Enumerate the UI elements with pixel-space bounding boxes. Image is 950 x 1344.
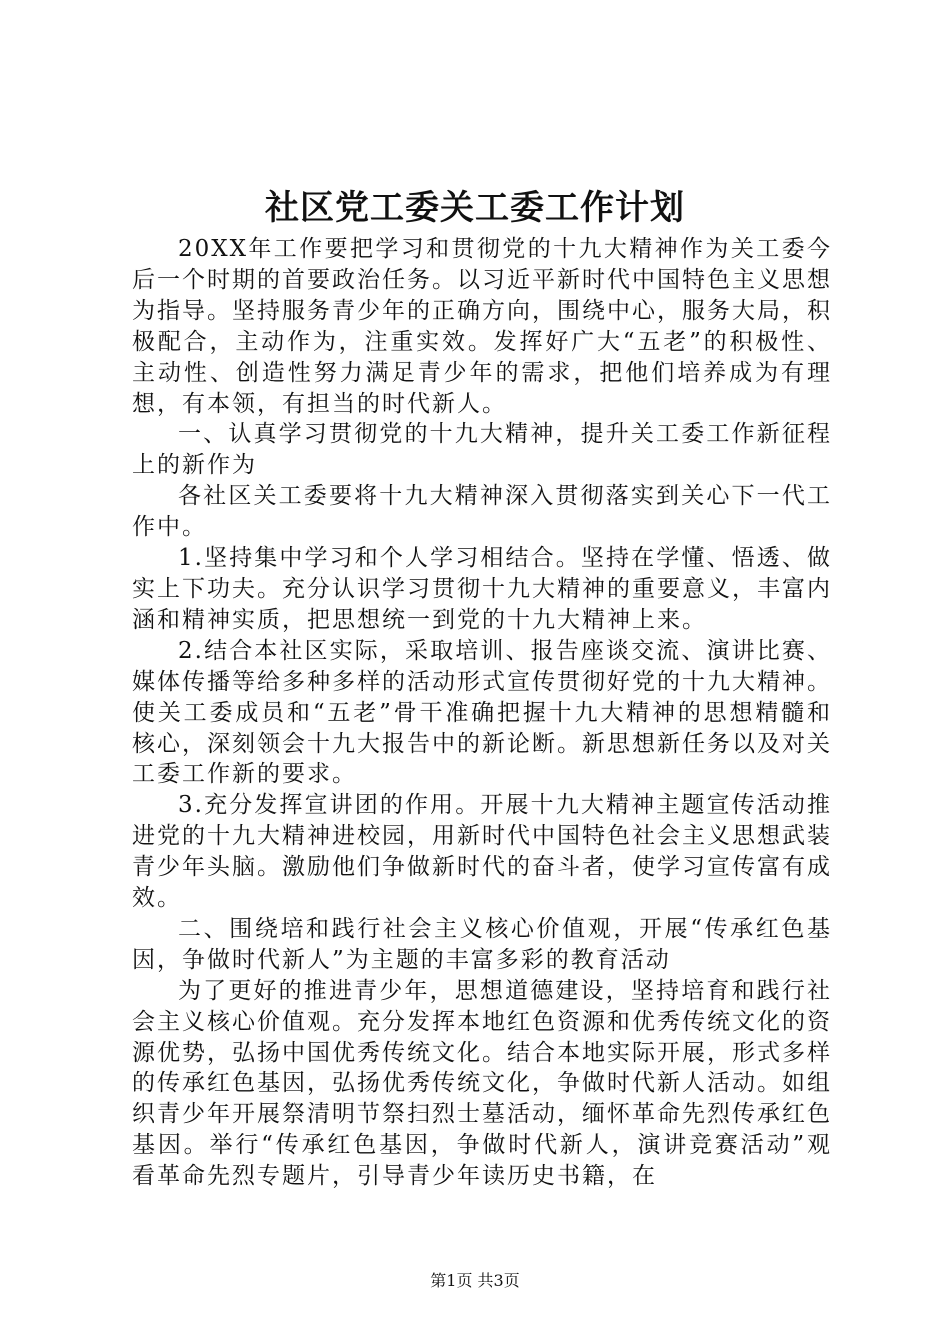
- paragraph: 各社区关工委要将十九大精神深入贯彻落实到关心下一代工作中。: [132, 483, 832, 541]
- paragraph: 20XX年工作要把学习和贯彻党的十九大精神作为关工委今后一个时期的首要政治任务。以习近平新时代中国特色主义思想为指导。坚持服务青少年的正确方向，围绕中心，服务大局，积极配合，主动作为，注重实效。发挥好广大“五老”的积极性、主动性、创造性努力满足青少年的需求，把他们培养成为有理想，有本领，有担当的时代新人。: [132, 236, 832, 417]
- document-title: 社区党工委关工委工作计划: [265, 188, 685, 228]
- section-heading: 一、认真学习贯彻党的十九大精神，提升关工委工作新征程上的新作为: [132, 421, 832, 479]
- section-heading: 二、围绕培和践行社会主义核心价值观，开展“传承红色基因，争做时代新人”为主题的丰富多彩的教育活动: [132, 915, 832, 973]
- list-item: 2.结合本社区实际，采取培训、报告座谈交流、演讲比赛、媒体传播等给多种多样的活动形式宣传贯彻好党的十九大精神。使关工委成员和“五老”骨干准确把握十九大精神的思想精髓和核心，深刻领会十九大报告中的新论断。新思想新任务以及对关工委工作新的要求。: [132, 637, 832, 788]
- page-footer: 第1页 共3页: [430, 1271, 520, 1290]
- paragraph: 为了更好的推进青少年，思想道德建设，坚持培育和践行社会主义核心价值观。充分发挥本地红色资源和优秀传统文化的资源优势，弘扬中国优秀传统文化。结合本地实际开展，形式多样的传承红色基因，弘扬优秀传统文化，争做时代新人活动。如组织青少年开展祭清明节祭扫烈士墓活动，缅怀革命先烈传承红色基因。举行“传承红色基因，争做时代新人，演讲竞赛活动”观看革命先烈专题片，引导青少年读历史书籍，在: [132, 977, 832, 1190]
- list-item: 1.坚持集中学习和个人学习相结合。坚持在学懂、悟透、做实上下功夫。充分认识学习贯彻十九大精神的重要意义，丰富内涵和精神实质，把思想统一到党的十九大精神上来。: [132, 545, 832, 633]
- list-item: 3.充分发挥宣讲团的作用。开展十九大精神主题宣传活动推进党的十九大精神进校园，用新时代中国特色社会主义思想武装青少年头脑。激励他们争做新时代的奋斗者，使学习宣传富有成效。: [132, 792, 832, 912]
- document-body: [132, 234, 832, 1192]
